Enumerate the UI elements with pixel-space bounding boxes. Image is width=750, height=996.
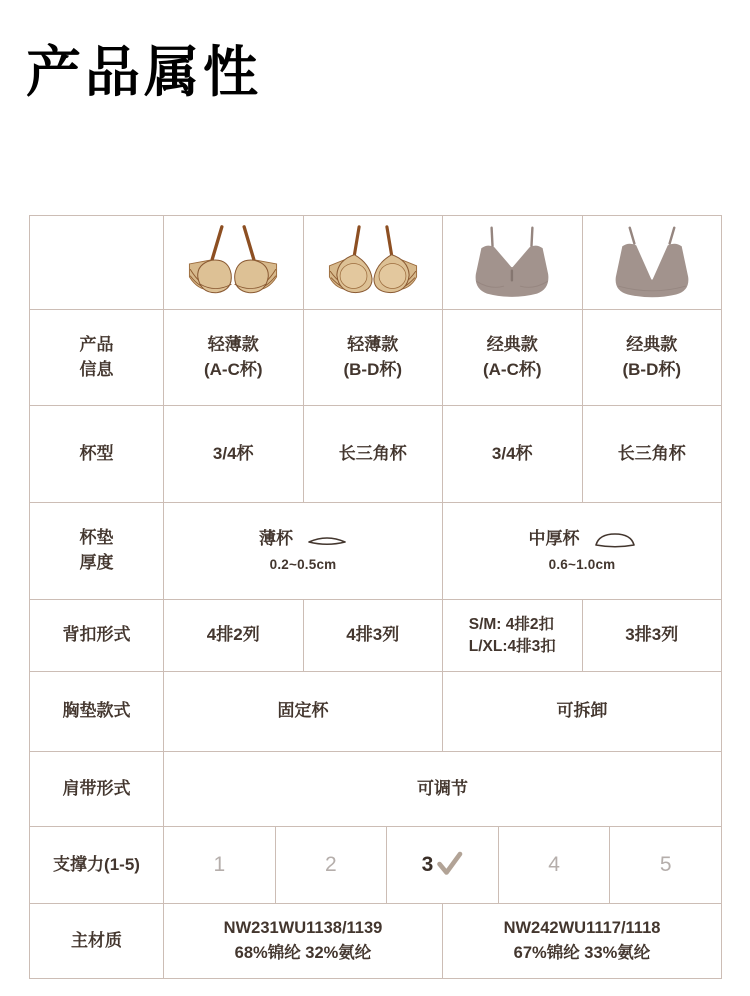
back-closure-value: 4排2列 (206, 625, 260, 645)
cup-type-value: 长三角杯 (617, 443, 686, 463)
table-row-back-closure (30, 600, 721, 672)
material-code: NW231WU1138/1139 (223, 919, 383, 938)
cup-type-value: 3/4杯 (212, 443, 254, 463)
support-level-4: 4 (548, 852, 560, 876)
product-style: 经典款 (626, 334, 678, 354)
product-info-cell-4 (583, 310, 722, 405)
material-cell-2 (443, 904, 721, 978)
thin-pad-icon (307, 533, 347, 547)
support-level-1: 1 (213, 852, 226, 876)
material-composition: 68%锦纶 32%氨纶 (234, 944, 372, 962)
row-header-blank (30, 216, 164, 309)
support-level-3: 3 (421, 852, 434, 876)
product-style: 经典款 (486, 334, 538, 354)
row-header-label: 信息 (79, 359, 114, 379)
strap-style-value: 可调节 (417, 778, 468, 798)
cup-type-value: 长三角杯 (338, 443, 407, 463)
table-row-images (30, 216, 721, 310)
back-closure-value: 3排3列 (625, 625, 679, 645)
product-info-cell-1 (164, 310, 304, 405)
product-image-cell-1 (164, 216, 304, 309)
table-row-support (30, 827, 721, 904)
cup-type-cell-1 (164, 406, 304, 502)
pad-style-cell-1 (164, 672, 443, 751)
pad-thickness-mid-cell (443, 503, 721, 599)
row-header-label: 产品 (79, 334, 114, 354)
row-header-label: 主材质 (71, 930, 122, 950)
table-row-pad-style (30, 672, 721, 752)
cup-type-cell-3 (443, 406, 583, 502)
pad-style-cell-2 (443, 672, 721, 751)
row-header-support (30, 827, 164, 903)
product-image-cell-3 (443, 216, 583, 309)
product-image-cell-4 (583, 216, 722, 309)
table-row-product-info (30, 310, 721, 406)
classic-three-quarter-cup-bra-image (461, 223, 563, 303)
row-header-cup-type (30, 406, 164, 502)
row-header-pad-thickness (30, 503, 164, 599)
row-header-label: 背扣形式 (62, 625, 131, 645)
back-closure-line2: L/XL:4排3扣 (468, 637, 556, 655)
row-header-label: 胸垫款式 (62, 701, 131, 721)
row-header-pad-style (30, 672, 164, 751)
table-row-pad-thickness (30, 503, 721, 600)
product-cups: (A-C杯) (482, 359, 542, 379)
material-code: NW242WU1117/1118 (503, 919, 661, 938)
cup-type-cell-4 (583, 406, 722, 502)
row-header-label: 支撑力(1-5) (53, 854, 140, 874)
row-header-label: 肩带形式 (62, 778, 131, 798)
material-composition: 67%锦纶 33%氨纶 (513, 944, 651, 962)
strap-style-cell (164, 752, 721, 826)
pad-thickness-name: 中厚杯 (528, 529, 580, 549)
row-header-label: 厚度 (79, 553, 114, 572)
check-icon (436, 851, 463, 876)
support-cell-1 (164, 827, 276, 903)
pad-thickness-name: 薄杯 (259, 529, 293, 549)
pad-thickness-range: 0.6~1.0cm (548, 557, 616, 573)
pad-style-value: 固定杯 (277, 701, 329, 721)
row-header-label: 杯型 (79, 443, 114, 463)
back-closure-value: 4排3列 (346, 625, 400, 645)
product-cups: (B-D杯) (343, 359, 403, 379)
back-closure-cell-2 (304, 600, 444, 671)
row-header-strap-style (30, 752, 164, 826)
back-closure-cell-4 (583, 600, 722, 671)
pad-thickness-thin-cell (164, 503, 443, 599)
material-cell-1 (164, 904, 443, 978)
thin-three-quarter-cup-bra-image (182, 223, 284, 303)
product-style: 轻薄款 (207, 334, 259, 354)
classic-long-triangle-cup-bra-image (601, 223, 703, 303)
support-level-5: 5 (659, 852, 672, 876)
product-info-cell-3 (443, 310, 583, 405)
back-closure-line1: S/M: 4排2扣 (468, 615, 555, 633)
product-cups: (B-D杯) (622, 359, 682, 379)
table-row-cup-type (30, 406, 721, 503)
product-style: 轻薄款 (347, 334, 399, 354)
mid-pad-icon (594, 531, 636, 549)
thin-long-triangle-cup-bra-image (322, 223, 424, 303)
row-header-label: 杯垫 (79, 528, 114, 548)
row-header-material (30, 904, 164, 978)
back-closure-cell-3 (443, 600, 583, 671)
row-header-product-info (30, 310, 164, 405)
support-cell-3-selected (387, 827, 499, 903)
table-row-material (30, 904, 721, 978)
product-attributes-table (29, 215, 722, 979)
support-cell-5 (610, 827, 721, 903)
back-closure-cell-1 (164, 600, 304, 671)
pad-style-value: 可拆卸 (556, 701, 608, 721)
page-title: 产品属性 (26, 41, 263, 103)
pad-thickness-range: 0.2~0.5cm (269, 557, 337, 573)
product-info-cell-2 (304, 310, 444, 405)
table-row-strap-style (30, 752, 721, 827)
support-cell-4 (499, 827, 611, 903)
support-cell-2 (276, 827, 388, 903)
support-level-2: 2 (325, 852, 337, 876)
row-header-back-closure (30, 600, 164, 671)
cup-type-cell-2 (304, 406, 444, 502)
cup-type-value: 3/4杯 (491, 443, 533, 463)
product-image-cell-2 (304, 216, 444, 309)
product-cups: (A-C杯) (203, 359, 263, 379)
